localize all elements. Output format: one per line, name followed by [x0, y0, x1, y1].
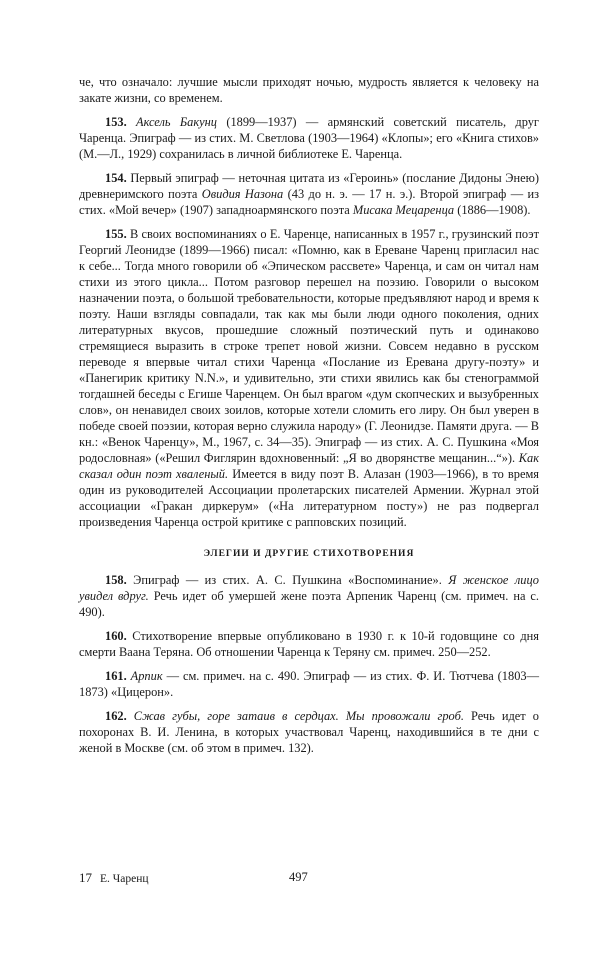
printer-signature: [79, 870, 149, 886]
note-158: [79, 572, 539, 620]
note-160: [79, 628, 539, 660]
note-number: 161.: [105, 669, 127, 683]
note-number: 154.: [105, 171, 127, 185]
notes-block-2: [79, 572, 539, 756]
note-155: [79, 226, 539, 530]
note-text: Речь идет об умершей жене поэта Арпеник Чаренц (см. примеч. на с. 490).: [79, 589, 539, 619]
note-number: 160.: [105, 629, 127, 643]
page-body: [79, 74, 539, 764]
notes-block-1: [79, 74, 539, 530]
note-number: 158.: [105, 573, 127, 587]
note-text: (1899—1937) — армянский советский писатель, друг Чаренца. Эпиграф — из стих. М. Светлова (1903—1964) «Клопы»; его «Книга стихов» (М.—Л., 1929) сохранилась в личной библиотеке Е. Чаренца.: [79, 115, 540, 161]
italic-text: Аксель Бакунц: [136, 115, 217, 129]
page-footer: [79, 870, 539, 886]
note-text: че, что означало: лучшие мысли приходят ночью, мудрость является к человеку на закате жизни, со временем.: [79, 75, 539, 105]
note-text: Первый эпиграф — неточная цитата из «Героинь» (послание Дидоны Энею) древнеримского поэта: [79, 171, 539, 201]
note-number: 155.: [105, 227, 127, 241]
note-161: [79, 668, 539, 700]
italic-text: Как сказал один поэт хваленый.: [79, 451, 539, 481]
italic-text: Сжав губы, горе затаив в сердцах. Мы провожали гроб.: [133, 709, 464, 723]
signature-number: 17: [79, 870, 92, 885]
note-text: В своих воспоминаниях о Е. Чаренце, написанных в 1957 г., грузинский поэт Георгий Леонидзе (1899—1966) писал: «Помню, как в Ереване Чаренц пригласил нас к себе... Тогда много говорили об «Эпическом рассвете» Чаренца, и сам он читал нам стихи из этого цикла... Потом разговор перешел на поэзию. Говорили о высоком назначении поэта, о большой требовательности, которые предъявляют народ и время к поэту. Наши взгляды совпадали, так как мы были люди одного поколения, одних литературных вкусов, прошедшие сложный поэтический путь и одинаково стремящиеся выразить в строке трепет новой жизни. Совсем недавно в русском переводе я впервые читал стихи Чаренца «Послание из Еревана другу-поэту» и «Панегирик критику N.N.», и удивительно, эти стихи явились как бы стенограммой тогдашней беседы с Егише Чаренцем. Он был врагом «дум скопческих и вызубренных слов», он ненавидел своих зоилов, которые хотели сломить его лиру. Он был уверен в победе своей поэзии, которая верно служила народу» (Г. Леонидзе. Памяти друга. — В кн.: «Венок Чаренцу», М., 1967, с. 34—35). Эпиграф — из стих. А. С. Пушкина «Моя родословная» («Решил Фиглярин вдохновенный: „Я во дворянстве мещанин...“»).: [79, 227, 539, 465]
note-162: [79, 708, 539, 756]
note-number: 162.: [105, 709, 127, 723]
italic-text: Я женское лицо увидел вдруг.: [79, 573, 539, 603]
page-number: 497: [289, 870, 308, 884]
note-154: [79, 170, 539, 218]
note-text: Стихотворение впервые опубликовано в 1930 г. к 10-й годовщине со дня смерти Ваана Теряна. Об отношении Чаренца к Теряну см. примеч. 250—252.: [79, 629, 539, 659]
note-text: Эпиграф — из стих. А. С. Пушкина «Воспоминание».: [133, 573, 449, 587]
note-text: Речь идет о похоронах В. И. Ленина, в которых участвовал Чаренц, находившийся в те дни с женой в Москве (см. об этом в примеч. 132).: [79, 709, 539, 755]
italic-text: Мисака Мецаренца: [352, 203, 455, 217]
italic-text: Овидия Назона: [201, 187, 284, 201]
note-text: (43 до н. э. — 17 н. э.). Второй эпиграф — из стих. «Мой вечер» (1907) западноармянского поэта: [79, 187, 539, 217]
note-text: Имеется в виду поэт В. Алазан (1903—1966), в то время один из руководителей Ассоциации пролетарских писателей Армении. Журнал этой ассоциации «Гракан диркерум» («На литературном посту») не раз подвергал произведения Чаренца острой критике с рапповских позиций.: [79, 467, 539, 529]
note-text: (1886—1908).: [454, 203, 531, 217]
italic-text: Арпик: [130, 669, 163, 683]
section-title: ЭЛЕГИИ И ДРУГИЕ СТИХОТВОРЕНИЯ: [203, 549, 415, 559]
note-continuation: [79, 74, 539, 106]
note-text: — см. примеч. на с. 490. Эпиграф — из стих. Ф. И. Тютчева (1803—1873) «Цицерон».: [79, 669, 539, 699]
note-153: [79, 114, 539, 162]
signature-name: Е. Чаренц: [100, 873, 149, 885]
note-number: 153.: [105, 115, 127, 129]
